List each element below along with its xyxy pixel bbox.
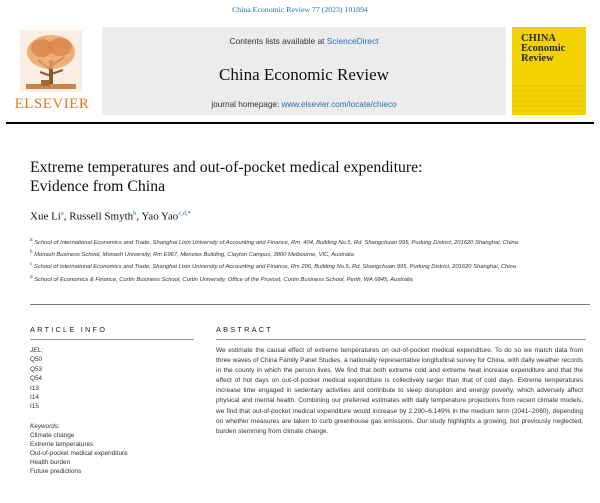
author-name[interactable]: Russell Smyth: [69, 210, 134, 223]
affiliation-item: [30, 236, 575, 247]
affiliation-item: [30, 273, 575, 284]
elsevier-wordmark: ELSEVIER: [14, 96, 90, 112]
author-name[interactable]: Xue Li: [30, 210, 61, 223]
elsevier-logo: [6, 26, 98, 112]
abstract-heading: ABSTRACT: [216, 325, 274, 334]
author-affiliation-mark[interactable]: b: [133, 210, 137, 217]
keywords-list: [30, 422, 128, 476]
homepage-link[interactable]: www.elsevier.com/locate/chieco: [281, 100, 397, 109]
affiliation-mark: b: [30, 249, 33, 255]
jel-label: JEL:: [30, 347, 43, 354]
affiliation-mark: d: [30, 273, 33, 279]
author-separator: ,: [136, 210, 142, 223]
journal-reference-link[interactable]: China Economic Review 77 (2023) 101894: [232, 5, 368, 14]
author-separator: ,: [63, 210, 70, 223]
cover-title-line: CHINA: [521, 33, 557, 44]
cover-decoration: [512, 85, 586, 115]
jel-code: I15: [30, 403, 39, 411]
affiliation-text: School of International Economics and Trade, Shanghai Lixin University of Accounting and Finance, Rm. 404, Building No.5, Rd. Shangchuan 995, Pudong District, 201620 Shanghai, China: [34, 239, 518, 246]
affiliations-block: [30, 236, 575, 285]
keyword-item: Out-of-pocket medical expenditure: [30, 450, 128, 457]
abstract-text: We estimate the causal effect of extreme temperatures on out-of-pocket medical expenditure. To do so we match data from three waves of China Family Panel Studies, a nationally representative longitudinal survey for China, with daily weather records in the county in which the person lives. We find that both extreme cold and extreme heat increase expenditure and that the effect of hot days on out-of-pocket medical expenditure is collectively larger than that of cold days. Extreme temperatures increase time engaged in sedentary activities and contribute to sleep disruption and energy poverty, which adversely affect physical and mental health. Combining our preferred estimates with daily temperature projections from recent climate models, we find that out-of-pocket medical expenditure would increase by 2.290–6.149% in the medium term (2041–2060), depending on whether measures are taken to curb greenhouse gas emissions. Our study highlights a growing, but previously neglected, burden stemming from climate change.: [216, 347, 583, 435]
jel-code: Q53: [30, 365, 43, 373]
author-list: [30, 210, 191, 223]
sciencedirect-link[interactable]: ScienceDirect: [326, 36, 379, 46]
jel-code: I14: [30, 394, 39, 402]
author-affiliation-mark[interactable]: a: [60, 210, 64, 217]
journal-cover-thumbnail[interactable]: [512, 27, 586, 115]
keyword-item: Future predictions: [30, 468, 82, 475]
homepage-prefix: journal homepage:: [211, 100, 282, 109]
homepage-line: [102, 100, 506, 109]
keyword-item: Health burden: [30, 459, 71, 466]
affiliation-item: [30, 260, 575, 271]
jel-code: Q50: [30, 356, 43, 364]
affiliation-mark: a: [30, 237, 33, 242]
cover-title: [521, 34, 565, 64]
keyword-item: Climate change: [30, 432, 75, 439]
jel-codes: [30, 346, 43, 412]
affiliations-divider: [30, 304, 590, 305]
article-title: [30, 158, 570, 196]
article-title-line: Evidence from China: [30, 178, 166, 195]
author-name[interactable]: Yao Yao: [141, 210, 179, 223]
journal-masthead-box: [102, 27, 506, 115]
keywords-label: Keywords:: [30, 423, 60, 430]
cover-title-line: Economic: [521, 43, 566, 54]
affiliation-item: [30, 248, 575, 259]
jel-code: I13: [30, 384, 39, 392]
affiliation-text: School of International Economics and Trade, Shanghai Lixin University of Accounting and Finance, Rm 206, Building No.5, Rd. Shangchuan 995, Pudong District, 201620 Shanghai, China: [33, 264, 517, 271]
article-title-line: Extreme temperatures and out-of-pocket medical expenditure:: [30, 159, 423, 176]
contents-line: [102, 36, 506, 46]
affiliation-text: School of Economics & Finance, Curtin Business School, Curtin University, Office of the Provost, Curtin Business School, Perth, WA 6845, Australia: [34, 276, 413, 283]
masthead-divider: [6, 122, 594, 124]
abstract-divider: [216, 339, 586, 340]
article-info-heading: ARTICLE INFO: [30, 325, 108, 334]
contents-prefix: Contents lists available at: [229, 36, 327, 46]
jel-code: Q54: [30, 375, 43, 383]
cover-title-line: Review: [521, 53, 554, 64]
elsevier-tree-icon: [20, 30, 82, 92]
author-affiliation-mark[interactable]: c,d,*: [178, 210, 191, 217]
keyword-item: Extreme temperatures: [30, 441, 94, 448]
affiliation-text: Monash Business School, Monash University, Rm E967, Menzies Building, Clayton Campus, 3800 Melbourne, VIC, Australia: [34, 252, 354, 259]
article-info-divider: [30, 339, 194, 340]
affiliation-mark: c: [30, 261, 33, 267]
journal-title: China Economic Review: [219, 65, 389, 84]
